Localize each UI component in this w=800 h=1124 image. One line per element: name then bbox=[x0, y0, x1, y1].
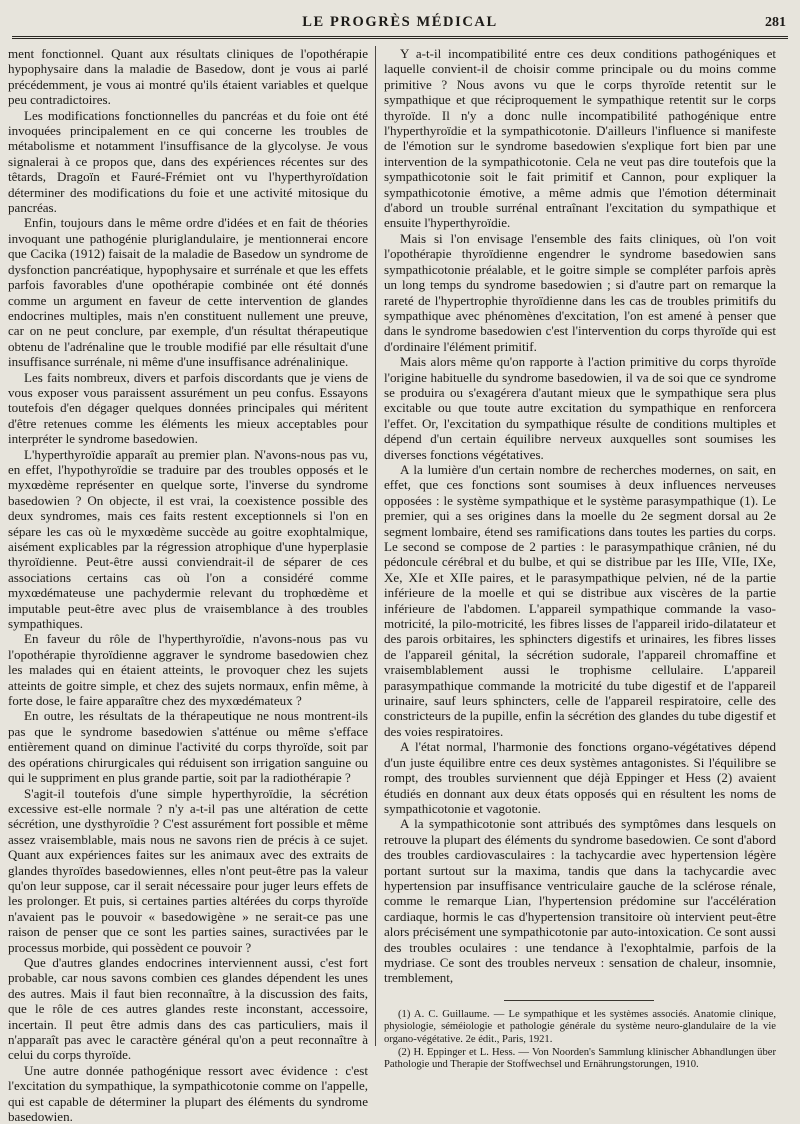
page-header bbox=[0, 14, 800, 36]
footnote: (1) A. C. Guillaume. — Le sympathique et les systèmes associés. Anatomie clinique, physiologie, séméiologie et pathologie générale du système neuro-glandulaire de la vie organo-végétative. 2e édit., Paris, 1921. bbox=[384, 1008, 776, 1045]
paragraph: Les modifications fonctionnelles du pancréas et du foie ont été invoquées principalement en ce qui concerne les troubles de métabolisme et notamment l'insuffisance de la glycolyse. Je vous signalerai à ce propos que, dans des expériences récentes sur des têtards, Dragoïn et Fauré-Frémiet ont vu l'hyperthyroïdation déterminer des modifications du foie et une activité mitosique du pancréas. bbox=[8, 107, 368, 216]
footnote: (2) H. Eppinger et L. Hess. — Von Noorden's Sammlung klinischer Abhandlungen über Pathologie und Therapie der Stoffwechsel und Ernährungstorungen, 1910. bbox=[384, 1046, 776, 1071]
paragraph: Une autre donnée pathogénique ressort avec évidence : c'est l'excitation du sympathique, la sympathicotonie comme on l'appelle, qui est capable de déterminer la plupart des éléments du syndrome basedowien. bbox=[8, 1062, 368, 1124]
paragraph: S'agit-il toutefois d'une simple hyperthyroïdie, la sécrétion excessive est-elle normale ? n'y a-t-il pas une altération de cette sécrétion, une dysthyroïdie ? C'est assurément fort possible et même assez vraisemblable, mais nous ne savons rien de précis à ce sujet. Quant aux expériences faites sur les animaux avec des extraits de glandes thyroïdes basedowiennes, elles n'ont peut-être pas la valeur qu'on leur suppose, car il serait nécessaire pour juger leurs effets de les prolonger. Et puis, si certaines parties altérées du corps thyroïde n'avaient pas le pouvoir « basedowigène » ne serait-ce pas une raison de penser que ce sont les parties saines, suractivées par le processus morbide, qui possèdent ce pouvoir ? bbox=[8, 785, 368, 955]
header-rule bbox=[12, 36, 788, 39]
paragraph: Mais si l'on envisage l'ensemble des faits cliniques, où l'on voit l'opothérapie thyroïdienne engendrer le syndrome basedowien sans sympathicotonie préalable, et le goitre simple se compléter parfois après un long temps du syndrome basedowien ; si d'autre part on remarque la rareté de l'hypertrophie thyroïdienne dans les cas de troubles primitifs du sympathique avec phénomènes d'excitation, l'on est amené à penser que dans le syndrome basedowien c'est l'intervention du corps thyroïde qui est d'ordinaire l'élément primitif. bbox=[384, 230, 776, 354]
paragraph: A l'état normal, l'harmonie des fonctions organo-végétatives dépend d'un juste équilibre entre ces deux systèmes antagonistes. Si l'équilibre se rompt, des troubles surviennent que déjà Eppinger et Hess (2) avaient étudiés en donnant aux deux états opposés qui en résultent les noms de sympathicotonie et vagotonie. bbox=[384, 739, 776, 816]
paragraph: L'hyperthyroïdie apparaît au premier plan. N'avons-nous pas vu, en effet, l'hypothyroïdie se traduire par des troubles opposés et le myxœdème représenter en quelque sorte, l'inverse du syndrome basedowien ? On objecte, il est vrai, la coexistence possible des deux syndromes, mais ces faits restent exceptionnels si l'on en sépare les cas où le myxœdème succède au goitre exophtalmique, aisément explicables par la régression atrophique d'une hyperplasie thyroïdienne. Peut-être aussi conviendrait-il de séparer de ces associations certains cas où l'on a considéré comme myxœdémateuse une pachydermie relevant du trophœdème et imputable peut-être avec plus de vraisemblance à des troubles sympathiques. bbox=[8, 446, 368, 632]
footnote-rule bbox=[504, 1000, 654, 1001]
left-column bbox=[8, 46, 368, 1124]
paragraph: Mais alors même qu'on rapporte à l'action primitive du corps thyroïde l'origine habituelle du syndrome basedowien, il va de soi que ce syndrome se produira ou s'exagérera d'autant mieux que le sympathique sera plus excitable ou que toute autre excitation du sympathique en renforcera l'effet. Or, l'excitation du sympathique résulte de conditions multiples et dépend d'un certain équilibre nerveux auxquelles sont soumises les diverses fonctions végétatives. bbox=[384, 354, 776, 462]
footnotes bbox=[384, 1009, 776, 1072]
paragraph: Que d'autres glandes endocrines interviennent aussi, c'est fort probable, car nous savons combien ces glandes dépendent les unes des autres. Mais il faut bien reconnaître, à la discussion des faits, que le rôle de ces autres glandes reste inconstant, accessoire, incertain. Il peut être admis dans des cas particuliers, mais il n'apparaît pas avec le caractère général qu'on a peut reconnaître à celui du corps thyroïde. bbox=[8, 954, 368, 1063]
paragraph: Les faits nombreux, divers et parfois discordants que je viens de vous exposer vous paraissent assurément un peu confus. Essayons toutefois d'en dégager quelques données principales qui méritent d'être retenues comme les éléments les mieux acceptables pour interpréter le syndrome basedowien. bbox=[8, 369, 368, 447]
right-column bbox=[384, 46, 776, 1082]
paragraph: A la sympathicotonie sont attribués des symptômes dans lesquels on retrouve la plupart des éléments du syndrome basedowien. Ce sont d'abord des troubles cardiovasculaires : la tachycardie avec hypertension légère portant surtout sur la maxima, tandis que dans la tachycardie avec hypertension par insuffisance ventriculaire gauche de la sclérose rénale, comme le remarque Lian, l'hypertension prédomine sur l'accélération cardiaque, hormis le cas d'hypertension transitoire où intervient peut-être alors précisément une sympathicotonie par auto-intoxication. Ce sont aussi des troubles oculaires : une tendance à l'exophtalmie, parfois de la mydriase. Ce sont des troubles nerveux : sensation de chaleur, insomnie, tremblement, bbox=[384, 816, 776, 986]
paragraph: En outre, les résultats de la thérapeutique ne nous montrent-ils pas que le syndrome basedowien s'atténue ou même s'efface entièrement quand on diminue l'activité du corps thyroïde, soit par des opérations chirurgicales qui réduisent son irrigation sanguine ou qui le suppriment en plus grande partie, soit par la radiothérapie ? bbox=[8, 708, 368, 786]
column-divider bbox=[375, 46, 376, 1046]
paragraph: Y a-t-il incompatibilité entre ces deux conditions pathogéniques et laquelle convient-il de choisir comme principale ou du moins comme primitive ? Nous avons vu que le corps thyroïde retentit sur le sympathique et que réciproquement le sympathique retentit sur le corps thyroïde. Il n'y a donc nulle incompatibilité pathogénique entre l'hyperthyroïdie et la sympathicotonie. D'ailleurs l'influence si manifeste de l'émotion sur le syndrome basedowien s'explique fort bien par une intervention de la sympathicotonie. Cela ne veut pas dire toutefois que la sympathicotonie soit le fait primitif et Cannon, pour expliquer la sympathicotonie émotive, a même admis que l'émotion déterminait d'abord un trouble surrénal entraînant l'excitation du sympathique et ensuite l'hyperthyroïdie. bbox=[384, 46, 776, 231]
page-number: 281 bbox=[765, 15, 786, 30]
running-title: LE PROGRÈS MÉDICAL bbox=[302, 14, 498, 30]
paragraph: Enfin, toujours dans le même ordre d'idées et en fait de théories invoquant une pathogénie pluriglandulaire, je mentionnerai encore que Cacika (1912) faisait de la maladie de Basedow un syndrome de dysfonction pancréatique, hypophysaire et surrénale et que les effets parfois favorables d'une opothérapie combinée ont été donnés comme un argument en faveur de cette intervention de glandes endocrines multiples, mais n'en constituent nullement une preuve, car on ne peut conclure, par exemple, d'un résultat thérapeutique obtenu de l'adrénaline que le trouble modifié par elle résultait d'une insuffisance surrénale, ni même d'une insuffisance adrénalinique. bbox=[8, 215, 368, 370]
paragraph: ment fonctionnel. Quant aux résultats cliniques de l'opothérapie hypophysaire dans la maladie de Basedow, dont je vous ai parlé précédemment, je vous ai montré qu'ils étaient variables et quelque peu contradictoires. bbox=[8, 46, 368, 108]
paragraph: En faveur du rôle de l'hyperthyroïdie, n'avons-nous pas vu l'opothérapie thyroïdienne aggraver le syndrome basedowien chez les malades qui en étaient atteints, le provoquer chez les sujets atteints de goitre simple, et chez des sujets normaux, enfin même, à forte dose, le faire apparaître chez des myxœdémateux ? bbox=[8, 631, 368, 709]
paragraph: A la lumière d'un certain nombre de recherches modernes, on sait, en effet, que ces fonctions sont soumises à deux influences nerveuses opposées : le système sympathique et le système parasympathique (1). Le premier, qui a ses origines dans la moelle du 2e segment dorsal au 2e segment lombaire, étend ses ramifications dans toutes les parties du corps. Le second se compose de 2 parties : le parasympathique crânien, né du pédoncule cérébral et du bulbe, et qui se distribue par les IIIe, VIIe, IXe, Xe, XIe et XIIe paires, et le parasympathique pelvien, né de la partie inférieure de la moelle et qui se distribue aux viscères de la partie inférieure de l'abdomen. L'appareil sympathique commande la vaso-motricité, la pilo-motricité, les fibres lisses de l'appareil irido-dilatateur et des parois orbitaires, les sphincters digestifs et urinaires, les fibres lisses de l'appareil génital, la sécrétion sudorale, l'appareil chromaffine et vraisemblablement aussi le trophisme cellulaire. L'appareil parasympathique commande la motricité du tube digestif et de l'appareil urinaire, sauf leurs sphincters, celle de l'appareil respiratoire, celle des constricteurs de la pupille, enfin la sécrétion des glandes du tube digestif et des voies respiratoires. bbox=[384, 461, 776, 739]
